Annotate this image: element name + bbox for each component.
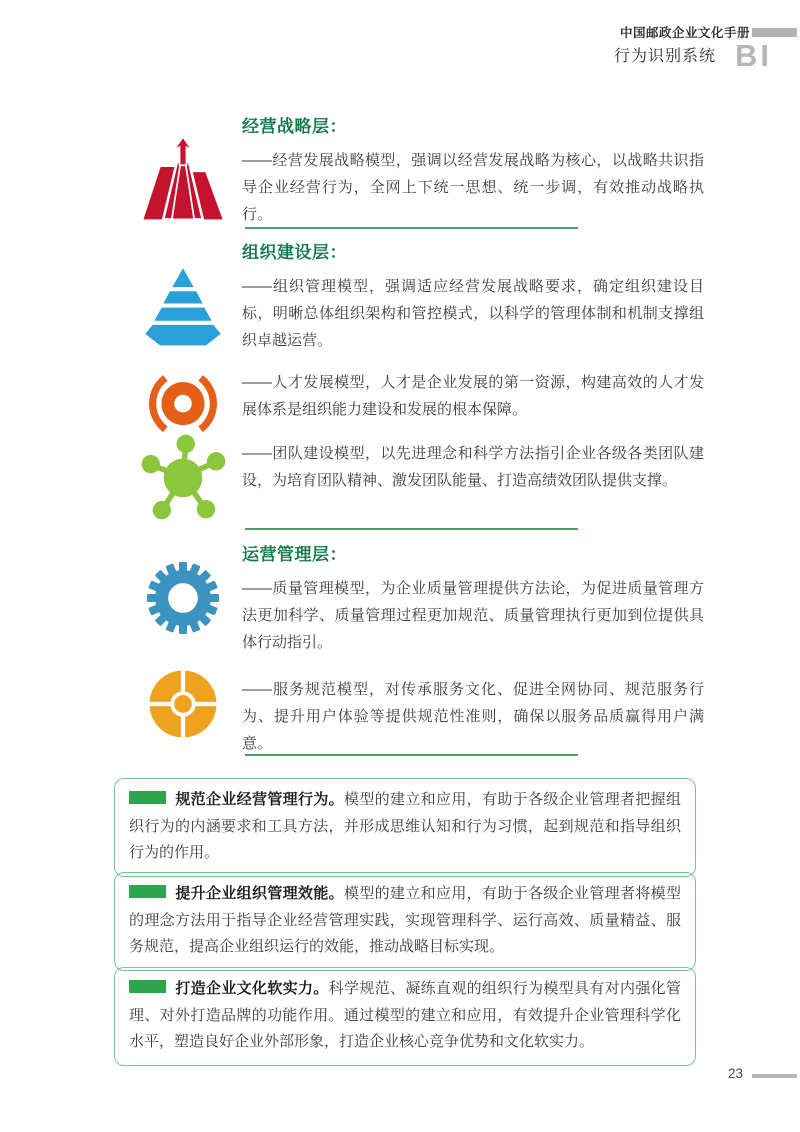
bi-logo: BI bbox=[735, 38, 772, 73]
benefit-box-efficiency bbox=[114, 872, 696, 971]
benefit-title: 提升企业组织管理效能。 bbox=[175, 885, 344, 902]
system-title: 行为识别系统 bbox=[613, 48, 716, 65]
talent-model-row bbox=[124, 362, 704, 442]
layer-heading-organization: 组织建设层： bbox=[242, 243, 347, 262]
team-molecule-icon bbox=[136, 431, 230, 523]
pyramid-icon bbox=[141, 265, 225, 347]
section-strategy-row bbox=[124, 112, 704, 228]
benefit-title: 打造企业文化软实力。 bbox=[175, 980, 329, 997]
team-model-row bbox=[124, 431, 704, 523]
service-model-row bbox=[124, 660, 704, 757]
section-divider bbox=[245, 227, 578, 229]
layer-heading-operations: 运营管理层： bbox=[242, 545, 347, 564]
section-operations-row bbox=[124, 540, 704, 656]
strategy-mountain-arrow-icon bbox=[138, 136, 228, 222]
green-marker bbox=[129, 885, 166, 898]
benefit-title: 规范企业经营管理行为。 bbox=[175, 791, 344, 808]
service-target-icon bbox=[140, 660, 226, 748]
model-text-talent: ——人才发展模型，人才是企业发展的第一资源，构建高效的人才发展体系是组织能力建设和发展的根本保障。 bbox=[242, 374, 704, 418]
gear-icon bbox=[138, 553, 228, 643]
model-text-service: ——服务规范模型，对传承服务文化、促进全网协同、规范服务行为、提升用户体验等提供规范性准则，确保以服务品质赢得用户满意。 bbox=[242, 681, 704, 752]
page-number: 23 bbox=[727, 1066, 743, 1081]
layer-heading-strategy: 经营战略层： bbox=[242, 117, 347, 136]
model-text-strategy: ——经营发展战略模型，强调以经营发展战略为核心，以战略共识指导企业经营行为，全网上下统一思想、统一步调，有效推动战略执行。 bbox=[242, 152, 704, 223]
benefit-body: 模型的建立和应用，有助于各级企业管理者将模型的理念方法用于指导企业经营管理实践，实现管理科学、运行高效、质量精益、服务规范，提高企业组织运行的效能，推动战略目标实现。 bbox=[129, 885, 681, 955]
section-organization-row bbox=[124, 238, 704, 354]
handbook-title: 中国邮政企业文化手册 bbox=[619, 26, 750, 40]
footer-bar bbox=[752, 1074, 797, 1078]
benefit-box-regulate bbox=[114, 778, 696, 877]
model-text-team: ——团队建设模型，以先进理念和科学方法指引企业各级各类团队建设，为培育团队精神、激发团队能量、打造高绩效团队提供支撑。 bbox=[242, 445, 704, 489]
green-marker bbox=[129, 791, 166, 804]
benefit-body: 科学规范、凝练直观的组织行为模型具有对内强化管理、对外打造品牌的功能作用。通过模型的建立和应用，有效提升企业管理科学化水平，塑造良好企业外部形象，打造企业核心竞争优势和文化软实力。 bbox=[129, 980, 681, 1050]
section-divider bbox=[245, 528, 578, 530]
header-bar bbox=[752, 28, 797, 37]
talent-broadcast-icon bbox=[138, 362, 228, 442]
section-divider bbox=[245, 754, 578, 756]
green-marker bbox=[129, 980, 166, 993]
model-text-quality: ——质量管理模型，为企业质量管理提供方法论，为促进质量管理方法更加科学、质量管理过程更加规范、质量管理执行更加到位提供具体行动指引。 bbox=[242, 580, 704, 651]
benefit-box-soft-power bbox=[114, 967, 696, 1066]
benefit-body: 模型的建立和应用，有助于各级企业管理者把握组织行为的内涵要求和工具方法，并形成思维认知和行为习惯，起到规范和指导组织行为的作用。 bbox=[129, 791, 681, 861]
model-text-organization: ——组织管理模型，强调适应经营发展战略要求，确定组织建设目标，明晰总体组织架构和管控模式，以科学的管理体制和机制支撑组织卓越运营。 bbox=[242, 278, 704, 349]
